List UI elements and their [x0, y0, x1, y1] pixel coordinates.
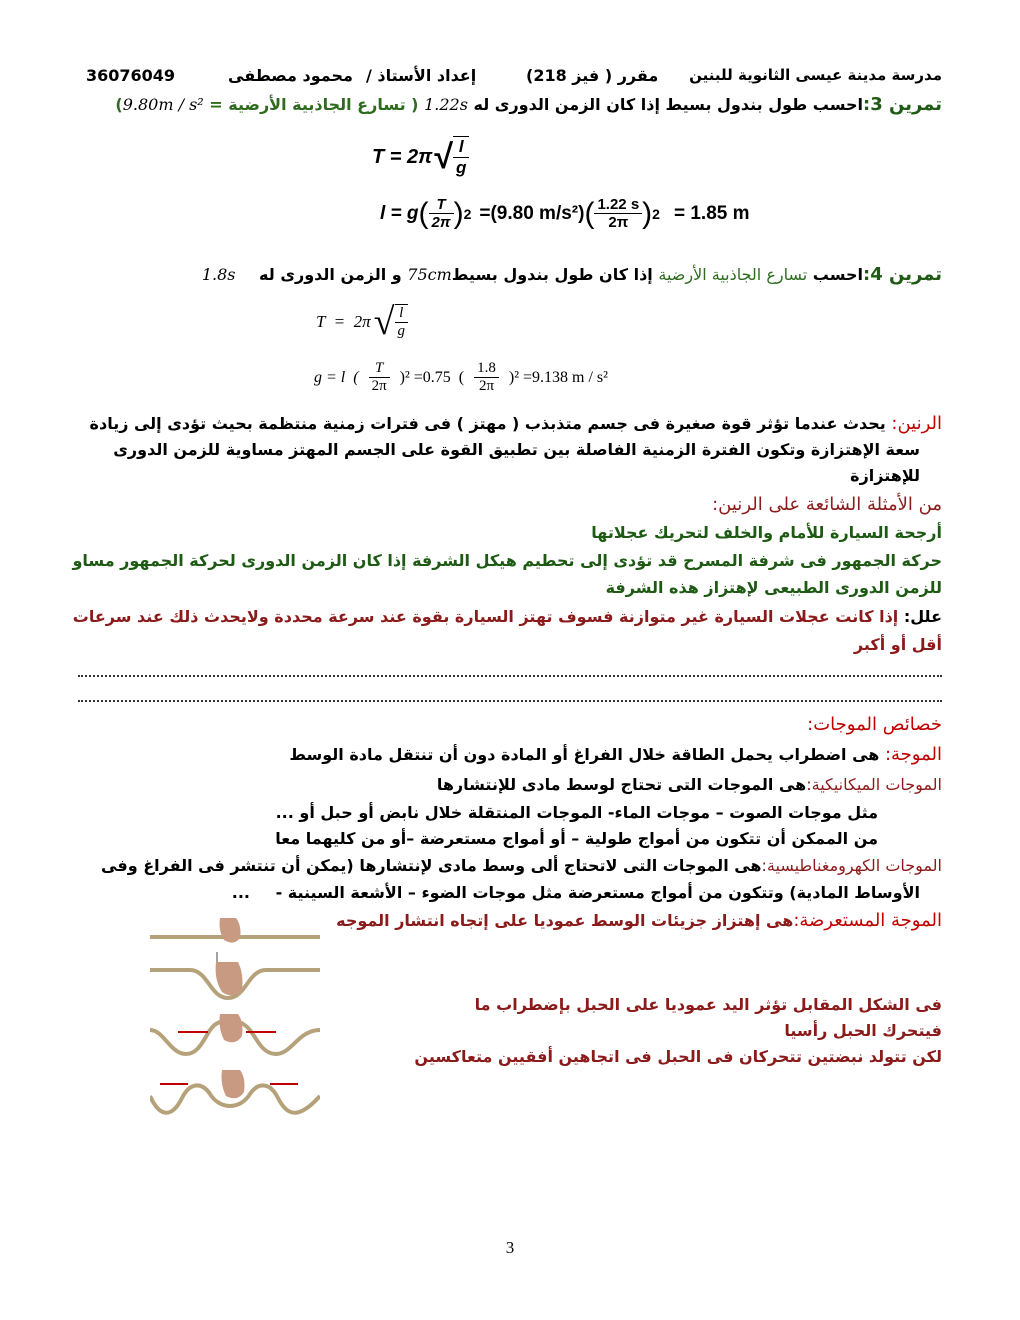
why-line-1: إذا كانت عجلات السيارة غير متوازنة فسوف تهتز السيارة بقوة عند سرعة محددة ولايحدث ذلك عند سرعات: [72, 607, 899, 626]
exercise-3-label: تمرين 3:: [863, 94, 942, 115]
mechanical-label: الموجات الميكانيكية:: [806, 775, 942, 794]
wave-label: الموجة:: [884, 744, 942, 765]
exercise-3-period: 1.22s: [424, 95, 468, 114]
fraction-T-over-2pi: [429, 196, 454, 231]
exercise-3-prompt: [78, 94, 942, 116]
header-teacher: محمود مصطفى: [228, 66, 353, 85]
exercise-4-formula-period: [316, 300, 408, 344]
figure-caption-line-2: فيتحرك الحبل رأسيا: [784, 1021, 942, 1040]
transverse-label: الموجة المستعرضة:: [793, 910, 942, 931]
fraction-numerator: 1.22 s: [594, 196, 642, 214]
resonance-line-3: للإهتزازة: [850, 466, 920, 485]
answer-dotted-line: [78, 675, 942, 677]
exercise-4-text-1: احسب: [812, 265, 864, 284]
sqrt-sign: √: [434, 137, 454, 176]
resonance-example-2-line-1: حركة الجمهور فى شرفة المسرح قد تؤدى إلى تحطيم هيكل الشرفة إذا كان الزمن الدورى لحركة الجمهور مساو: [72, 551, 942, 570]
exercise-3-gravity-value: 9.80m / s²: [122, 95, 204, 114]
exercise-4-text-3: و الزمن الدورى له: [259, 265, 402, 284]
electromagnetic-ellipsis: ...: [231, 883, 250, 902]
rope-panel-4: [150, 1070, 320, 1113]
header-school: مدرسة مدينة عيسى الثانوية للبنين: [689, 66, 942, 84]
fraction-T-over-2pi: [369, 360, 390, 395]
why-line-2: أقل أو أكبر: [853, 635, 942, 654]
fraction-denominator: 2π: [608, 214, 629, 231]
resonance-why: [72, 606, 942, 628]
wave-definition: [78, 744, 942, 766]
exercise-4-gravity-term: تسارع الجاذبية الأرضية: [658, 265, 808, 284]
exercise-3-formula-period: [372, 136, 469, 178]
resonance-label: الرنين:: [891, 413, 942, 434]
fraction-numerator: 1.8: [474, 360, 499, 378]
exercise-4-label: تمرين 4:: [863, 264, 942, 285]
answer-dotted-line: [78, 700, 942, 702]
mechanical-example-2: من الممكن أن تتكون من أمواج طولية – أو أمواج مستعرضة –أو من كليهما معا: [275, 829, 878, 848]
rope-wave-figure: [150, 918, 320, 1128]
sqrt-sign: √: [373, 301, 395, 343]
formula-fraction: [453, 136, 469, 178]
formula-middle: )² =0.75 (: [399, 368, 465, 386]
header-prepared-by: إعداد الأستاذ /: [366, 66, 477, 85]
fraction-denominator: g: [397, 323, 405, 339]
rope-panel-1: [150, 918, 320, 943]
page-number: 3: [505, 1238, 515, 1257]
resonance-line-2: سعة الإهتزازة وتكون الفترة الزمنية الفاصلة بين تطبيق القوة على الجسم المهتز مساوية للزمن الدورى: [113, 440, 920, 459]
hand-icon: [222, 1070, 245, 1098]
rope-panel-2: [150, 952, 320, 998]
electromagnetic-label: الموجات الكهرومغناطيسية:: [761, 856, 942, 875]
resonance-example-1: أرجحة السيارة للأمام والخلف لتحريك عجلاتها: [591, 523, 942, 542]
fraction-denominator: 2π: [478, 378, 495, 394]
hand-icon: [216, 962, 243, 996]
electromagnetic-line-2-text: الأوساط المادية) وتتكون من أمواج مستعرضة مثل موجات الضوء – الأشعة السينية -: [275, 883, 920, 902]
electromagnetic-definition: هى الموجات التى لاتحتاج ألى وسط مادى لإنتشارها (يمكن أن تنتشر فى الفراغ وفى: [101, 856, 762, 875]
mechanical-waves: [78, 774, 942, 796]
formula-lhs: T = 2π: [372, 145, 433, 168]
header-course: مقرر ( فيز 218): [526, 66, 659, 85]
mechanical-definition: هى الموجات التى تحتاج لوسط مادى للإنتشارها: [436, 775, 807, 794]
waves-title: خصائص الموجات:: [807, 714, 942, 735]
electromagnetic-waves: [78, 855, 942, 877]
mechanical-example-1: مثل موجات الصوت – موجات الماء- الموجات المنتقلة خلال نابض أو حبل أو ...: [275, 803, 878, 822]
electromagnetic-line-2: [78, 882, 920, 904]
formula-lhs: g = l (: [314, 368, 359, 386]
wave-definition-text: هى اضطراب يحمل الطاقة خلال الفراغ أو المادة دون أن تنتقل مادة الوسط: [289, 745, 880, 764]
figure-caption-line-1: فى الشكل المقابل تؤثر اليد عموديا على الحبل بإضطراب ما: [474, 995, 942, 1014]
exercise-4-text-2: إذا كان طول بندول بسيط: [451, 265, 653, 284]
formula-lhs: l = g: [380, 202, 419, 224]
formula-fraction: [395, 304, 409, 340]
square-exponent: 2: [463, 205, 472, 222]
fraction-period-over-2pi: [474, 360, 499, 395]
square-exponent: 2: [652, 205, 660, 222]
exercise-4-prompt: [78, 264, 942, 286]
fraction-numerator: T: [369, 360, 390, 378]
fraction-numerator: l: [395, 305, 409, 323]
rope-panel-3: [150, 1014, 320, 1054]
exercise-3-formula-length: l = g ( $\frac{T}{2\pi}$ ) 2 =(9.80 m/s²) ( $\frac{1.22 s}{2\pi}$ ) 2 = 1.85 m: [380, 196, 750, 231]
fraction-period-over-2pi: [594, 196, 642, 231]
fraction-denominator: 2π: [431, 214, 451, 231]
exercise-3-close: ): [115, 95, 123, 114]
figure-caption-line-3: لكن تتولد نبضتين تتحركان فى الحبل فى اتجاهين أفقيين متعاكسين: [414, 1047, 942, 1066]
hand-icon: [220, 1014, 243, 1042]
fraction-denominator: 2π: [371, 378, 387, 394]
resonance-definition: [78, 413, 942, 435]
formula-middle: =(9.80 m/s²): [479, 202, 585, 224]
exercise-4-formula-gravity: [314, 360, 608, 395]
formula-result: )² =9.138 m / s²: [508, 368, 608, 386]
exercise-3-text: احسب طول بندول بسيط إذا كان الزمن الدورى له: [473, 95, 864, 114]
fraction-denominator: g: [456, 158, 467, 177]
resonance-line-1: يحدث عندما تؤثر قوة صغيرة فى جسم متذبذب ( مهتز ) فى فترات زمنية منتظمة بحيث تؤدى إلى زيادة: [89, 414, 886, 433]
resonance-examples-title: من الأمثلة الشائعة على الرنين:: [712, 494, 942, 515]
exercise-3-gravity-label: ( تسارع الجاذبية الأرضية =: [209, 95, 419, 114]
formula-result: = 1.85 m: [673, 202, 750, 224]
exercise-4-period: 1.8s: [201, 265, 236, 284]
fraction-numerator: T: [429, 196, 454, 214]
transverse-definition: هى إهتزاز جزيئات الوسط عموديا على إتجاه انتشار الموجه: [336, 911, 794, 930]
formula-lhs: T = 2π: [316, 312, 371, 331]
resonance-example-2-line-2: للزمن الدورى الطبيعى لإهتزاز هذه الشرفة: [605, 578, 942, 597]
exercise-4-length: 75cm: [407, 265, 452, 284]
why-label: علل:: [903, 607, 942, 626]
header-phone: 36076049: [86, 66, 176, 85]
fraction-numerator: l: [453, 137, 469, 158]
